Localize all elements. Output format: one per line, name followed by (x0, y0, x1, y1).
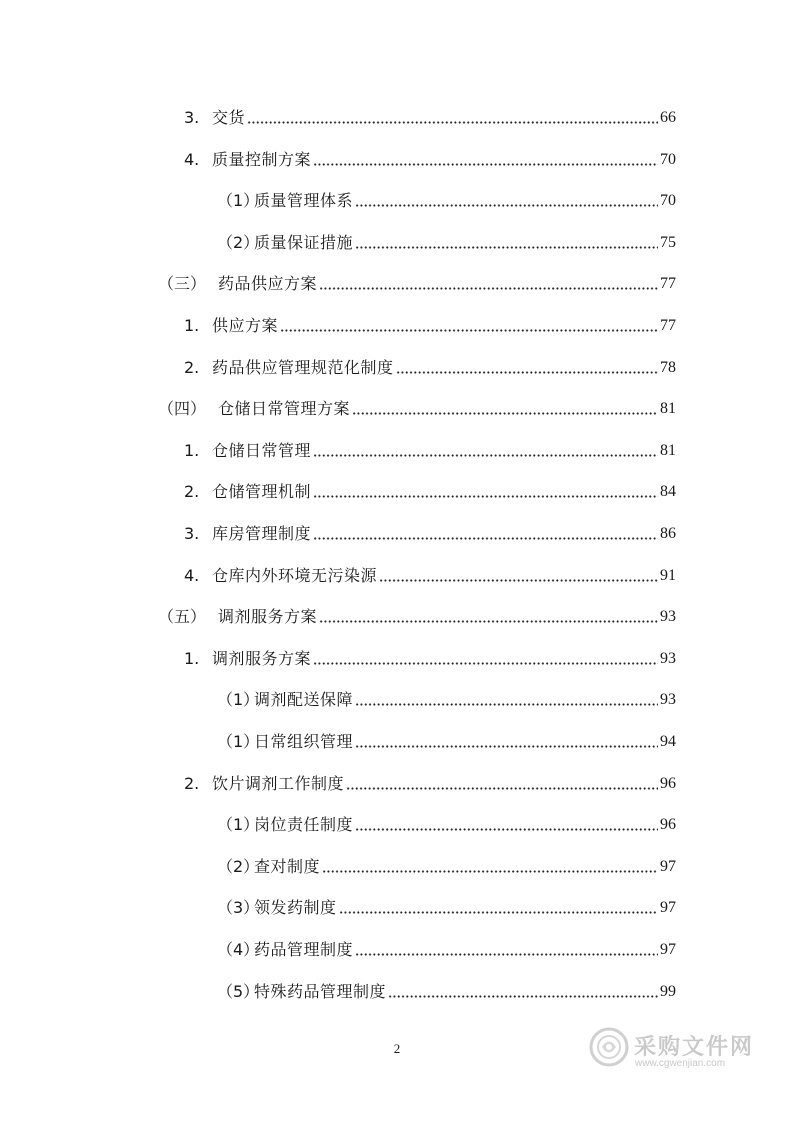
toc-entry-page: 91 (660, 567, 676, 584)
toc-entry-title: 岗位责任制度 (254, 815, 354, 834)
toc-entry-title: 仓储日常管理 (212, 441, 312, 460)
toc-entry[interactable] (217, 811, 676, 835)
dot-leader (355, 745, 658, 748)
toc-entry-number: 3. (184, 108, 200, 127)
dot-leader (313, 495, 658, 498)
toc-entry-title: 调剂配送保障 (254, 690, 354, 709)
toc-entry-number: 3. (184, 524, 200, 543)
toc-entry-page: 99 (660, 983, 676, 1000)
dot-leader (388, 995, 658, 998)
toc-entry[interactable] (217, 686, 676, 710)
toc-entry[interactable] (158, 395, 676, 419)
toc-entry[interactable] (217, 728, 676, 752)
toc-entry-page: 81 (660, 442, 676, 459)
toc-entry-number: 1. (184, 649, 200, 668)
toc-entry[interactable] (184, 437, 676, 461)
page-number: 2 (393, 1041, 401, 1056)
toc-entry-number: 2. (184, 774, 200, 793)
toc-entry-number: （五） (158, 607, 207, 626)
dot-leader (346, 787, 658, 790)
toc-entry-title: 调剂服务方案 (212, 649, 312, 668)
toc-entry-number: （1） (217, 191, 260, 210)
toc-entry-page: 97 (660, 941, 676, 958)
toc-entry-page: 66 (660, 109, 676, 126)
toc-entry[interactable] (217, 187, 676, 211)
toc-entry-number: 2. (184, 358, 200, 377)
toc-entry-title: 领发药制度 (254, 898, 337, 917)
toc-entry-title: 质量控制方案 (212, 150, 312, 169)
dot-leader (355, 204, 658, 207)
toc-entry-number: （四） (158, 399, 207, 418)
toc-entry-number: （2） (217, 233, 260, 252)
toc-entry-page: 77 (660, 275, 676, 292)
toc-entry-page: 70 (660, 192, 676, 209)
toc-entry-page: 77 (660, 317, 676, 334)
toc-entry[interactable] (217, 229, 676, 253)
toc-entry-title: 饮片调剂工作制度 (212, 774, 345, 793)
dot-leader (355, 703, 658, 706)
toc-entry[interactable] (217, 978, 676, 1002)
dot-leader (379, 579, 658, 582)
toc-entry[interactable] (184, 146, 676, 170)
toc-entry-page: 93 (660, 608, 676, 625)
toc-entry-title: 供应方案 (212, 316, 279, 335)
toc-entry[interactable] (184, 562, 676, 586)
toc-entry-number: （2） (217, 857, 260, 876)
toc-entry-page: 96 (660, 816, 676, 833)
toc-entry-title: 药品供应方案 (218, 274, 318, 293)
dot-leader (313, 163, 658, 166)
toc-entry[interactable] (158, 603, 676, 627)
watermark-name: 采购文件网 (634, 1035, 755, 1060)
toc-entry-number: （1） (217, 690, 260, 709)
toc-entry-page: 97 (660, 899, 676, 916)
toc-entry-page: 86 (660, 525, 676, 542)
toc-entry-title: 药品管理制度 (254, 940, 354, 959)
toc-entry-title: 交货 (212, 108, 246, 127)
watermark (588, 1026, 758, 1074)
toc-entry-number: 2. (184, 482, 200, 501)
toc-entry-number: （5） (217, 982, 260, 1001)
toc-entry[interactable] (184, 312, 676, 336)
dot-leader (339, 911, 658, 914)
toc-entry-title: 质量保证措施 (254, 233, 354, 252)
toc-entry-title: 日常组织管理 (254, 732, 354, 751)
toc-entry[interactable] (184, 645, 676, 669)
dot-leader (396, 371, 658, 374)
toc-entry-page: 70 (660, 151, 676, 168)
toc-entry-page: 84 (660, 483, 676, 500)
dot-leader (319, 287, 658, 290)
toc-entry-title: 药品供应管理规范化制度 (212, 358, 394, 377)
toc-entry[interactable] (184, 478, 676, 502)
toc-entry-title: 质量管理体系 (254, 191, 354, 210)
dot-leader (322, 870, 658, 873)
toc-entry-title: 仓储管理机制 (212, 482, 312, 501)
toc-entry-title: 仓储日常管理方案 (218, 399, 351, 418)
watermark-logo-icon (588, 1026, 630, 1068)
toc-entry-page: 94 (660, 733, 676, 750)
toc-entry-title: 库房管理制度 (212, 524, 312, 543)
toc-entry-number: 4. (184, 150, 200, 169)
toc-entry-page: 93 (660, 691, 676, 708)
toc-entry[interactable] (184, 354, 676, 378)
toc-entry-title: 仓库内外环境无污染源 (212, 566, 378, 585)
toc-entry-number: （1） (217, 732, 260, 751)
toc-entry[interactable] (184, 770, 676, 794)
dot-leader (355, 246, 658, 249)
dot-leader (280, 329, 658, 332)
toc-entry-page: 96 (660, 775, 676, 792)
toc-entry-page: 81 (660, 400, 676, 417)
toc-entry-page: 78 (660, 359, 676, 376)
toc-entry[interactable] (217, 894, 676, 918)
toc-entry-title: 查对制度 (254, 857, 321, 876)
dot-leader (313, 662, 658, 665)
toc-entry[interactable] (158, 270, 676, 294)
dot-leader (355, 828, 658, 831)
toc-entry[interactable] (184, 104, 676, 128)
toc-entry-number: （1） (217, 815, 260, 834)
toc-entry-number: 1. (184, 316, 200, 335)
dot-leader (319, 620, 658, 623)
toc-entry-number: （3） (217, 898, 260, 917)
toc-entry-number: 1. (184, 441, 200, 460)
toc-entry-page: 75 (660, 234, 676, 251)
toc-entry[interactable] (217, 853, 676, 877)
toc-entry-number: （4） (217, 940, 260, 959)
toc-entry-title: 特殊药品管理制度 (254, 982, 387, 1001)
dot-leader (355, 953, 658, 956)
toc-entry-title: 调剂服务方案 (218, 607, 318, 626)
toc-entry[interactable] (184, 520, 676, 544)
toc-entry-page: 93 (660, 650, 676, 667)
dot-leader (352, 412, 658, 415)
toc-entry-number: （三） (158, 274, 207, 293)
dot-leader (313, 454, 658, 457)
watermark-url: www.cgwenjian.com (635, 1058, 726, 1069)
dot-leader (313, 537, 658, 540)
dot-leader (247, 121, 658, 124)
toc-entry-page: 97 (660, 858, 676, 875)
toc-entry[interactable] (217, 936, 676, 960)
toc-entry-number: 4. (184, 566, 200, 585)
